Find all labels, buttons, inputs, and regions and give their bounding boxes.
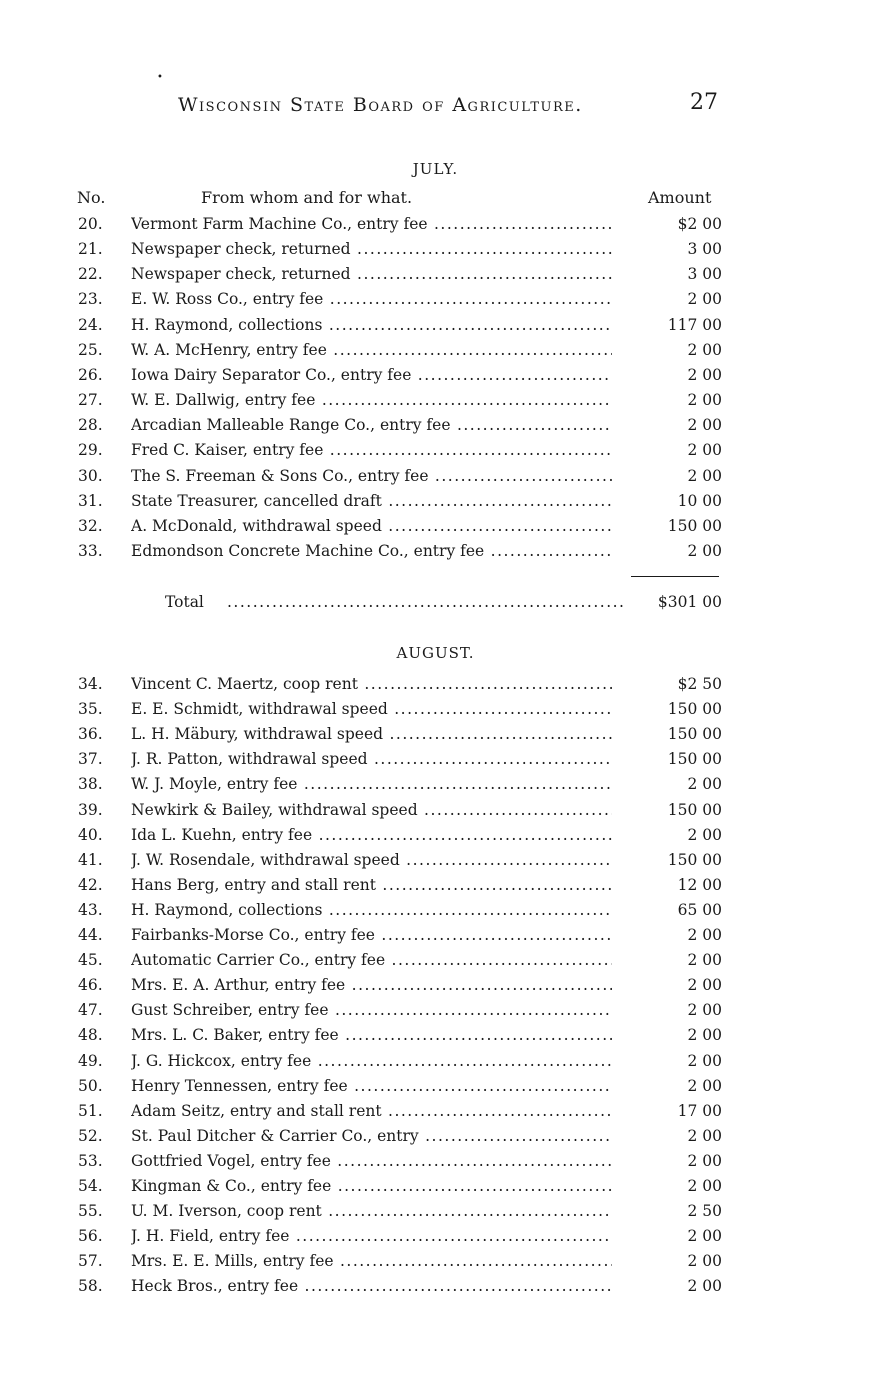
entry-amount: 2 00 <box>612 1174 722 1198</box>
entry-number: 21. <box>78 240 103 259</box>
total-amount: $301 00 <box>657 593 722 611</box>
table-row <box>70 1023 722 1047</box>
column-header-from: From whom and for what. <box>201 188 413 207</box>
entry-number: 42. <box>78 875 103 894</box>
leader-dots <box>227 590 625 614</box>
table-row <box>70 1074 722 1098</box>
entry-number: 28. <box>78 416 103 435</box>
august-section-title: AUGUST. <box>396 644 475 662</box>
entry-amount: 150 00 <box>612 722 722 746</box>
entry-number: 20. <box>78 215 103 233</box>
entry-number: 39. <box>78 800 103 819</box>
entry-description: W. J. Moyle, entry fee ..... <box>131 772 631 796</box>
table-row <box>70 672 722 696</box>
entry-description: Adam Seitz, entry and stall rent ..... <box>131 1099 631 1123</box>
entry-number: 37. <box>78 750 103 769</box>
entry-description: Gust Schreiber, entry fee ..... <box>131 998 631 1022</box>
entry-number: 45. <box>78 951 103 970</box>
table-row <box>70 1174 722 1198</box>
entry-amount: 2 00 <box>612 338 722 362</box>
table-row <box>70 1124 722 1148</box>
entry-number: 50. <box>78 1076 103 1095</box>
entry-number: 23. <box>78 290 103 309</box>
entry-description: Vincent C. Maertz, coop rent ..... <box>131 672 631 696</box>
entry-number: 36. <box>78 725 103 744</box>
table-row <box>70 898 722 922</box>
entry-number: 55. <box>78 1202 103 1221</box>
total-label: Total <box>165 593 204 611</box>
total-rule <box>631 576 719 577</box>
table-row <box>70 438 722 462</box>
entry-amount: 2 00 <box>612 1049 722 1073</box>
entry-description: Henry Tennessen, entry fee ..... <box>131 1074 631 1098</box>
entry-number: 56. <box>78 1227 103 1246</box>
table-row <box>70 1274 722 1298</box>
table-row <box>70 873 722 897</box>
entry-description: J. H. Field, entry fee ..... <box>131 1224 631 1248</box>
entry-number: 25. <box>78 340 103 359</box>
entry-number: 22. <box>78 265 103 284</box>
entry-number: 33. <box>78 541 103 560</box>
entry-amount: 17 00 <box>612 1099 722 1123</box>
entry-description: Newspaper check, returned ..... <box>131 262 631 286</box>
entry-number: 57. <box>78 1252 103 1271</box>
table-row <box>70 722 722 746</box>
entry-amount: 65 00 <box>612 898 722 922</box>
entry-number: 29. <box>78 441 103 460</box>
table-row <box>70 823 722 847</box>
entry-description: St. Paul Ditcher & Carrier Co., entry ..... <box>131 1124 631 1148</box>
table-row <box>70 237 722 261</box>
entry-description: Vermont Farm Machine Co., entry fee ..... <box>131 212 631 236</box>
table-row <box>70 973 722 997</box>
table-row <box>70 1099 722 1123</box>
entry-description: J. G. Hickcox, entry fee ..... <box>131 1049 631 1073</box>
entry-amount: 2 50 <box>612 1199 722 1223</box>
entry-amount: 2 00 <box>612 823 722 847</box>
entry-amount: 2 00 <box>612 1249 722 1273</box>
entry-description: Mrs. E. A. Arthur, entry fee ..... <box>131 973 631 997</box>
entry-number: 46. <box>78 976 103 995</box>
entry-description: Automatic Carrier Co., entry fee ..... <box>131 948 631 972</box>
entry-description: Newkirk & Bailey, withdrawal speed ..... <box>131 798 631 822</box>
entry-amount: 150 00 <box>612 514 722 538</box>
entry-number: 34. <box>78 675 103 693</box>
page-header <box>178 90 718 124</box>
entry-description: J. W. Rosendale, withdrawal speed ..... <box>131 848 631 872</box>
table-row <box>70 539 722 563</box>
entry-amount: 2 00 <box>612 998 722 1022</box>
entry-description: A. McDonald, withdrawal speed ..... <box>131 514 631 538</box>
entry-amount: 2 00 <box>612 539 722 563</box>
running-title: Wisconsin State Board of Agriculture. <box>178 94 583 116</box>
entry-amount: $2 50 <box>612 672 722 696</box>
entry-description: E. W. Ross Co., entry fee ..... <box>131 287 631 311</box>
entry-number: 51. <box>78 1101 103 1120</box>
table-row <box>70 413 722 437</box>
table-row <box>70 1249 722 1273</box>
entry-number: 52. <box>78 1126 103 1145</box>
entry-number: 24. <box>78 315 103 334</box>
entry-amount: 2 00 <box>612 973 722 997</box>
entry-amount: 2 00 <box>612 948 722 972</box>
table-row <box>70 464 722 488</box>
entry-amount: 2 00 <box>612 464 722 488</box>
entry-description: Iowa Dairy Separator Co., entry fee ..... <box>131 363 631 387</box>
entry-number: 43. <box>78 900 103 919</box>
entry-amount: 12 00 <box>612 873 722 897</box>
entry-description: W. E. Dallwig, entry fee ..... <box>131 388 631 412</box>
entry-description: Mrs. L. C. Baker, entry fee ..... <box>131 1023 631 1047</box>
entry-number: 32. <box>78 516 103 535</box>
page-number: 27 <box>690 90 718 115</box>
entry-description: L. H. Mäbury, withdrawal speed ..... <box>131 722 631 746</box>
entry-description: U. M. Iverson, coop rent ..... <box>131 1199 631 1223</box>
entry-amount: $2 00 <box>612 212 722 236</box>
entry-amount: 2 00 <box>612 1149 722 1173</box>
entry-description: Fairbanks-Morse Co., entry fee ..... <box>131 923 631 947</box>
entry-amount: 2 00 <box>612 1224 722 1248</box>
entry-description: J. R. Patton, withdrawal speed ..... <box>131 747 631 771</box>
entry-amount: 150 00 <box>612 747 722 771</box>
table-row <box>70 998 722 1022</box>
entry-amount: 117 00 <box>612 313 722 337</box>
table-row <box>70 848 722 872</box>
entry-number: 54. <box>78 1177 103 1195</box>
entry-number: 41. <box>78 850 103 869</box>
table-row <box>70 923 722 947</box>
entry-number: 49. <box>78 1051 103 1070</box>
entry-amount: 150 00 <box>612 848 722 872</box>
entry-amount: 2 00 <box>612 287 722 311</box>
entry-number: 44. <box>78 926 103 944</box>
entry-number: 27. <box>78 391 103 410</box>
entry-number: 26. <box>78 365 103 384</box>
entry-description: W. A. McHenry, entry fee ..... <box>131 338 631 362</box>
entry-amount: 2 00 <box>612 1023 722 1047</box>
entry-description: H. Raymond, collections ..... <box>131 313 631 337</box>
entry-amount: 10 00 <box>612 489 722 513</box>
entry-number: 53. <box>78 1151 103 1170</box>
column-header-amount: Amount <box>648 188 712 207</box>
entry-number: 30. <box>78 466 103 485</box>
table-row <box>70 514 722 538</box>
column-header-no: No. <box>77 188 106 207</box>
entry-description: Arcadian Malleable Range Co., entry fee ..... <box>131 413 631 437</box>
entry-description: Edmondson Concrete Machine Co., entry fee ..... <box>131 539 631 563</box>
entry-amount: 2 00 <box>612 1274 722 1298</box>
entry-amount: 2 00 <box>612 388 722 412</box>
entry-amount: 2 00 <box>612 1074 722 1098</box>
table-row <box>70 1149 722 1173</box>
entry-number: 38. <box>78 775 103 794</box>
entry-description: Hans Berg, entry and stall rent ..... <box>131 873 631 897</box>
table-row <box>70 1224 722 1248</box>
entry-description: Fred C. Kaiser, entry fee ..... <box>131 438 631 462</box>
table-row <box>70 798 722 822</box>
entry-amount: 2 00 <box>612 413 722 437</box>
table-row <box>70 489 722 513</box>
entry-description: Mrs. E. E. Mills, entry fee ..... <box>131 1249 631 1273</box>
entry-description: Gottfried Vogel, entry fee ..... <box>131 1149 631 1173</box>
entry-description: State Treasurer, cancelled draft ..... <box>131 489 631 513</box>
entry-number: 31. <box>78 491 103 510</box>
stray-mark: • <box>157 72 163 83</box>
entry-description: E. E. Schmidt, withdrawal speed ..... <box>131 697 631 721</box>
table-row <box>70 697 722 721</box>
table-row <box>70 338 722 362</box>
entry-description: H. Raymond, collections ..... <box>131 898 631 922</box>
entry-amount: 2 00 <box>612 438 722 462</box>
table-row <box>70 363 722 387</box>
entry-amount: 2 00 <box>612 363 722 387</box>
july-section-title: JULY. <box>412 160 459 178</box>
table-row <box>70 1199 722 1223</box>
table-row <box>70 262 722 286</box>
table-row <box>70 772 722 796</box>
entry-amount: 3 00 <box>612 262 722 286</box>
table-row <box>70 287 722 311</box>
entry-number: 40. <box>78 825 103 844</box>
entry-number: 48. <box>78 1026 103 1045</box>
entry-description: The S. Freeman & Sons Co., entry fee ..... <box>131 464 631 488</box>
entry-amount: 2 00 <box>612 772 722 796</box>
table-row <box>70 313 722 337</box>
entry-number: 58. <box>78 1277 103 1296</box>
entry-number: 35. <box>78 700 103 719</box>
table-row <box>70 747 722 771</box>
entry-description: Ida L. Kuehn, entry fee ..... <box>131 823 631 847</box>
entry-description: Heck Bros., entry fee ..... <box>131 1274 631 1298</box>
table-row <box>70 1049 722 1073</box>
entry-amount: 150 00 <box>612 697 722 721</box>
july-total-row <box>165 590 722 614</box>
table-row <box>70 948 722 972</box>
entry-number: 47. <box>78 1001 103 1020</box>
entry-description: Kingman & Co., entry fee ..... <box>131 1174 631 1198</box>
entry-description: Newspaper check, returned ..... <box>131 237 631 261</box>
entry-amount: 150 00 <box>612 798 722 822</box>
table-row <box>70 388 722 412</box>
entry-amount: 2 00 <box>612 923 722 947</box>
table-row <box>70 212 722 236</box>
entry-amount: 3 00 <box>612 237 722 261</box>
entry-amount: 2 00 <box>612 1124 722 1148</box>
